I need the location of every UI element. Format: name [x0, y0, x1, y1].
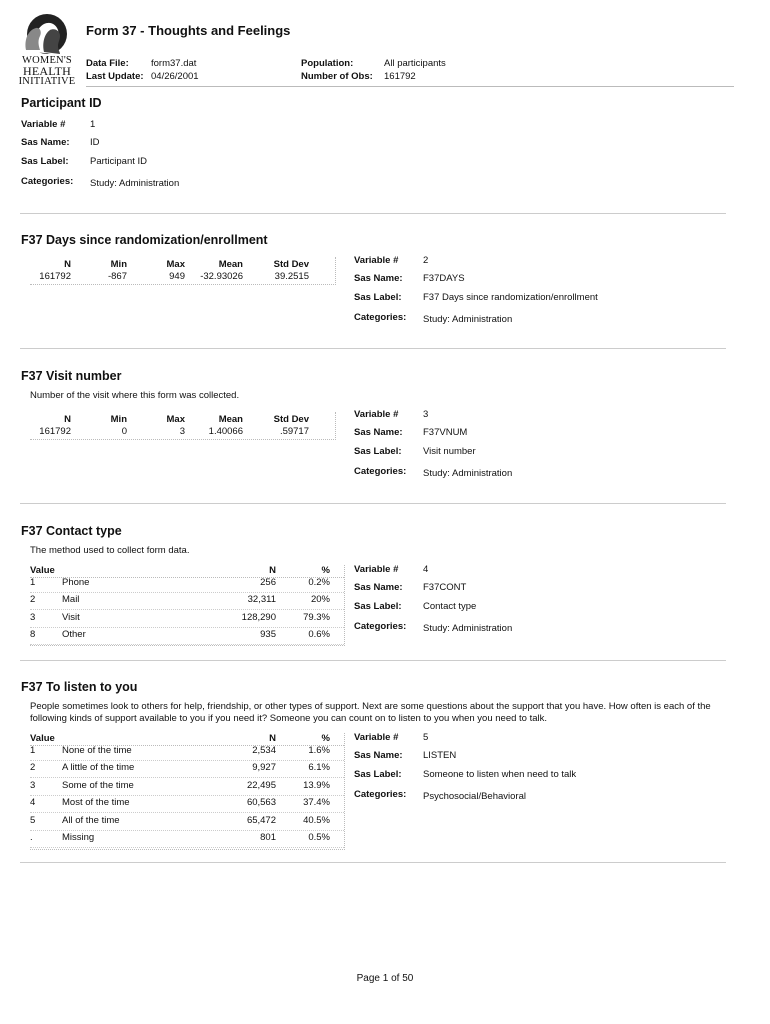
row-n: 22,495: [246, 780, 276, 791]
row-pct: 13.9%: [303, 780, 330, 791]
stat-mean: 1.40066: [208, 426, 243, 437]
table-row: [30, 760, 344, 778]
population-label: Population:: [301, 58, 354, 69]
sas-name-label: Sas Name:: [354, 427, 403, 438]
row-label: Missing: [62, 832, 95, 843]
section-title-listen: F37 To listen to you: [21, 680, 138, 694]
row-label: Most of the time: [62, 797, 130, 808]
table-row: [30, 610, 344, 628]
section-divider: [20, 348, 726, 349]
row-label: Some of the time: [62, 780, 134, 791]
variable-value: 1: [90, 119, 96, 130]
sas-label-value: F37 Days since randomization/enrollment: [423, 292, 598, 303]
section-description: Number of the visit where this form was collected.: [30, 390, 240, 401]
table-row: [30, 627, 344, 645]
stat-stddev: .59717: [279, 426, 309, 437]
header-n: N: [269, 733, 276, 744]
categories-value: Psychosocial/Behavioral: [423, 791, 526, 802]
row-value: 2: [30, 594, 36, 605]
table-row: [30, 830, 344, 848]
section-title-visit-number: F37 Visit number: [21, 369, 122, 383]
variable-label: Variable #: [21, 119, 66, 130]
section-description: The method used to collect form data.: [30, 545, 190, 556]
sas-label-label: Sas Label:: [354, 601, 402, 612]
row-value: .: [30, 832, 33, 843]
women-profiles-icon: [14, 12, 80, 56]
table-row: [30, 778, 344, 796]
row-n: 256: [260, 577, 276, 588]
data-file-value: form37.dat: [151, 58, 197, 69]
row-value: 5: [30, 815, 36, 826]
section-divider: [20, 862, 726, 863]
variable-value: 3: [423, 409, 429, 420]
row-n: 128,290: [241, 612, 276, 623]
sas-name-value: LISTEN: [423, 750, 457, 761]
stat-header-min: Min: [110, 414, 127, 425]
sas-name-value: F37CONT: [423, 582, 467, 593]
sas-name-label: Sas Name:: [354, 273, 403, 284]
section-divider: [20, 213, 726, 214]
row-pct: 79.3%: [303, 612, 330, 623]
sas-name-value: ID: [90, 137, 100, 148]
row-n: 60,563: [246, 797, 276, 808]
last-update-value: 04/26/2001: [151, 71, 199, 82]
variable-value: 5: [423, 732, 429, 743]
sas-name-label: Sas Name:: [354, 750, 403, 761]
row-n: 801: [260, 832, 276, 843]
num-obs-label: Number of Obs:: [301, 71, 373, 82]
stat-header-n: N: [64, 414, 71, 425]
sas-label-label: Sas Label:: [354, 769, 402, 780]
header-value: Value: [30, 733, 55, 744]
table-row: [30, 795, 344, 813]
stat-header-stddev: Std Dev: [273, 414, 309, 425]
header-n: N: [269, 565, 276, 576]
stat-n: 161792: [39, 426, 71, 437]
row-pct: 37.4%: [303, 797, 330, 808]
row-value: 3: [30, 612, 36, 623]
categories-value: Study: Administration: [90, 178, 180, 189]
row-pct: 6.1%: [308, 762, 330, 773]
section-divider: [20, 660, 726, 661]
stat-min: 0: [121, 426, 127, 437]
header-pct: %: [321, 733, 330, 744]
header-value: Value: [30, 565, 55, 576]
categories-label: Categories:: [354, 789, 407, 800]
sas-name-label: Sas Name:: [21, 137, 70, 148]
frequency-table: [30, 733, 345, 850]
section-divider: [20, 503, 726, 504]
row-pct: 0.5%: [308, 832, 330, 843]
sas-label-value: Someone to listen when need to talk: [423, 769, 577, 780]
row-pct: 0.6%: [308, 629, 330, 640]
variable-label: Variable #: [354, 564, 399, 575]
stat-max: 3: [179, 426, 185, 437]
row-n: 32,311: [247, 594, 276, 605]
row-value: 8: [30, 629, 36, 640]
row-value: 2: [30, 762, 36, 773]
stat-mean: -32.93026: [200, 271, 243, 282]
sas-name-value: F37DAYS: [423, 273, 465, 284]
stat-header-n: N: [64, 259, 71, 270]
last-update-label: Last Update:: [86, 71, 144, 82]
num-obs-value: 161792: [384, 71, 416, 82]
sas-label-label: Sas Label:: [21, 156, 69, 167]
row-n: 65,472: [246, 815, 276, 826]
row-label: Visit: [62, 612, 80, 623]
header-pct: %: [321, 565, 330, 576]
categories-label: Categories:: [21, 176, 74, 187]
stats-table: [30, 412, 336, 440]
table-row: [30, 813, 344, 831]
stat-header-max: Max: [166, 259, 185, 270]
page-number: Page 1 of 50: [356, 973, 414, 984]
table-row: [30, 575, 344, 593]
variable-label: Variable #: [354, 255, 399, 266]
row-label: Other: [62, 629, 86, 640]
categories-value: Study: Administration: [423, 623, 513, 634]
stat-header-mean: Mean: [218, 414, 243, 425]
categories-label: Categories:: [354, 466, 407, 477]
variable-value: 4: [423, 564, 429, 575]
categories-label: Categories:: [354, 621, 407, 632]
stat-header-min: Min: [110, 259, 127, 270]
section-title-contact-type: F37 Contact type: [21, 524, 122, 538]
row-label: Mail: [62, 594, 80, 605]
row-value: 1: [30, 577, 36, 588]
whi-logo: [14, 12, 80, 88]
variable-label: Variable #: [354, 732, 399, 743]
row-pct: 40.5%: [303, 815, 330, 826]
stats-table: [30, 257, 336, 285]
sas-label-value: Visit number: [423, 446, 476, 457]
row-value: 4: [30, 797, 36, 808]
population-value: All participants: [384, 58, 446, 69]
sas-label-label: Sas Label:: [354, 446, 402, 457]
variable-label: Variable #: [354, 409, 399, 420]
sas-name-value: F37VNUM: [423, 427, 468, 438]
row-value: 1: [30, 745, 36, 756]
table-row: [30, 743, 344, 761]
data-file-label: Data File:: [86, 58, 129, 69]
categories-value: Study: Administration: [423, 314, 513, 325]
stat-stddev: 39.2515: [274, 271, 309, 282]
row-n: 9,927: [252, 762, 276, 773]
row-n: 2,534: [252, 745, 276, 756]
section-description: People sometimes look to others for help, friendship, or other types of support. Next are some questions about the support that you have. How often is each of the following kinds of support available to you if you need it? Someone you can count on to listen to you when you need to talk.: [30, 701, 711, 724]
variable-value: 2: [423, 255, 429, 266]
sas-label-value: Participant ID: [90, 156, 148, 167]
sas-label-value: Contact type: [423, 601, 477, 612]
logo-line-1: WOMEN'S: [22, 55, 72, 66]
stat-max: 949: [169, 271, 185, 282]
row-label: Phone: [62, 577, 90, 588]
stat-min: -867: [107, 271, 127, 282]
categories-value: Study: Administration: [423, 468, 513, 479]
categories-label: Categories:: [354, 312, 407, 323]
row-value: 3: [30, 780, 36, 791]
stat-header-mean: Mean: [218, 259, 243, 270]
stat-header-stddev: Std Dev: [273, 259, 309, 270]
form-title: Form 37 - Thoughts and Feelings: [86, 23, 291, 38]
header-divider: [86, 86, 734, 87]
stat-header-max: Max: [166, 414, 185, 425]
frequency-table: [30, 565, 345, 646]
row-label: All of the time: [62, 815, 120, 826]
row-label: A little of the time: [62, 762, 135, 773]
stat-n: 161792: [39, 271, 71, 282]
row-pct: 20%: [310, 594, 330, 605]
logo-line-3: INITIATIVE: [18, 76, 76, 87]
logo-line-2: HEALTH: [22, 64, 72, 78]
table-row: [30, 592, 344, 610]
row-pct: 0.2%: [308, 577, 330, 588]
row-n: 935: [260, 629, 276, 640]
section-title-days: F37 Days since randomization/enrollment: [21, 233, 268, 247]
sas-label-label: Sas Label:: [354, 292, 402, 303]
row-pct: 1.6%: [308, 745, 330, 756]
section-title-participant-id: Participant ID: [21, 96, 102, 110]
row-label: None of the time: [62, 745, 132, 756]
sas-name-label: Sas Name:: [354, 582, 403, 593]
